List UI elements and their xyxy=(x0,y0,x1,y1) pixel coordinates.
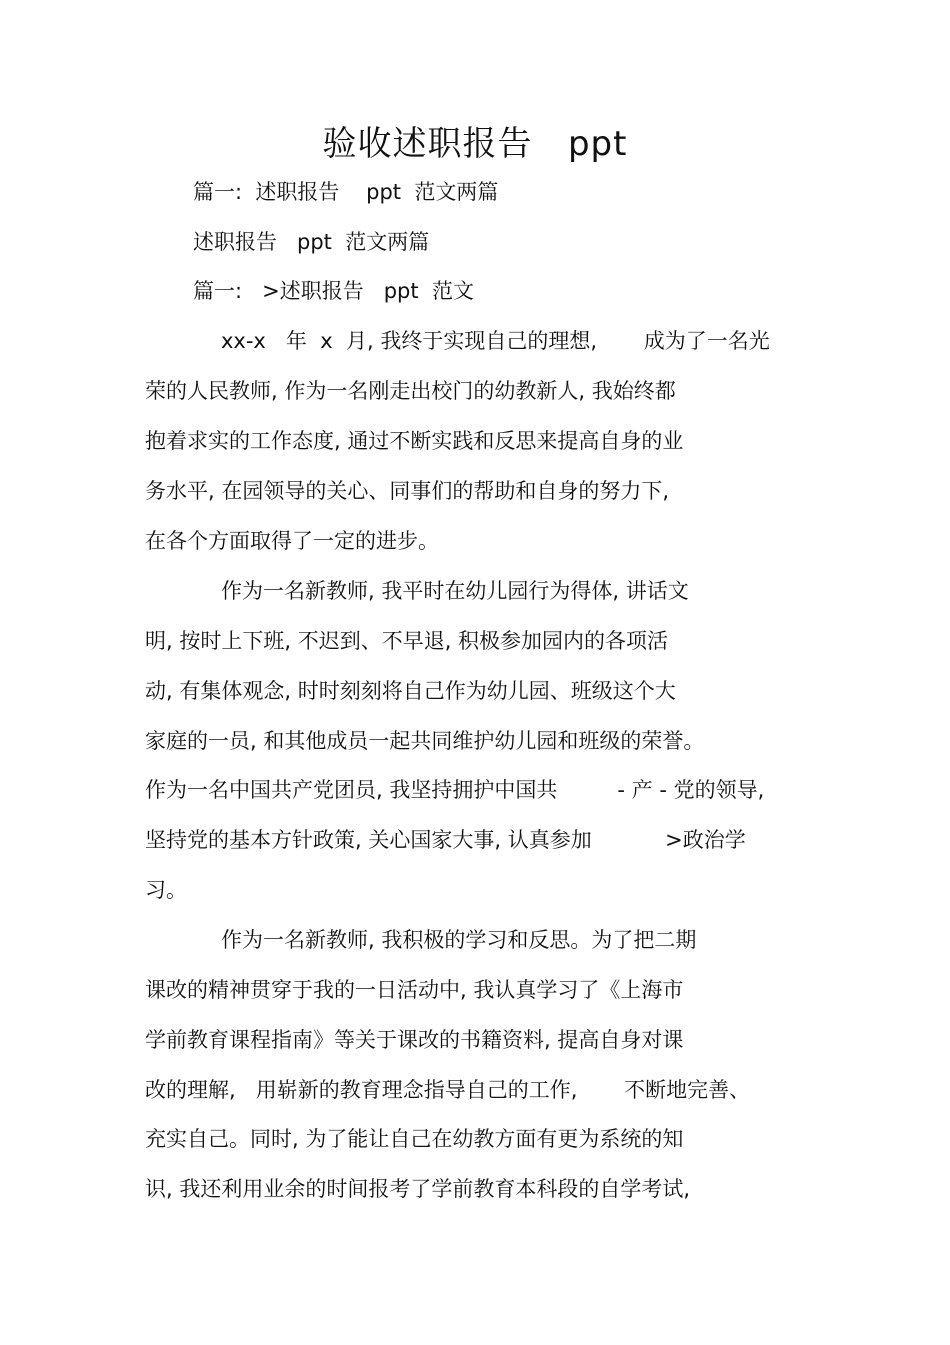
heading-line: 篇一: >述职报告 ppt 范文 xyxy=(193,279,474,303)
paragraph-line: 在各个方面取得了一定的进步。 xyxy=(145,529,439,553)
paragraph-line: 动, 有集体观念, 时时刻刻将自己作为幼儿园、班级这个大 xyxy=(145,679,676,703)
paragraph-line: 作为一名新教师, 我平时在幼儿园行为得体, 讲话文 xyxy=(221,579,689,603)
heading-line: 篇一: 述职报告 ppt 范文两篇 xyxy=(193,180,499,204)
paragraph-line: 学前教育课程指南》等关于课改的书籍资料, 提高自身对课 xyxy=(145,1028,684,1052)
paragraph-line: xx-x 年 x 月, 我终于实现自己的理想, 成为了一名光 xyxy=(221,329,770,353)
paragraph-line: 作为一名新教师, 我积极的学习和反思。为了把二期 xyxy=(221,928,697,952)
paragraph-line: 明, 按时上下班, 不迟到、不早退, 积极参加园内的各项活 xyxy=(145,629,669,653)
paragraph-line: 识, 我还利用业余的时间报考了学前教育本科段的自学考试, xyxy=(145,1177,691,1201)
paragraph-line: 习。 xyxy=(145,878,187,902)
paragraph-line: 课改的精神贯穿于我的一日活动中, 我认真学习了《上海市 xyxy=(145,978,684,1002)
paragraph-line: 家庭的一员, 和其他成员一起共同维护幼儿园和班级的荣誉。 xyxy=(145,729,705,753)
paragraph-line: 作为一名中国共产党团员, 我坚持拥护中国共 - 产 - 党的领导, xyxy=(145,778,765,802)
paragraph-line: 抱着求实的工作态度, 通过不断实践和反思来提高自身的业 xyxy=(145,429,684,453)
heading-line: 述职报告 ppt 范文两篇 xyxy=(193,230,430,254)
paragraph-line: 荣的人民教师, 作为一名刚走出校门的幼教新人, 我始终都 xyxy=(145,379,676,403)
paragraph-line: 改的理解, 用崭新的教育理念指导自己的工作, 不断地完善、 xyxy=(145,1078,751,1102)
document-title: 验收述职报告 ppt xyxy=(322,124,628,164)
paragraph-line: 务水平, 在园领导的关心、同事们的帮助和自身的努力下, xyxy=(145,479,670,503)
paragraph-line: 充实自己。同时, 为了能让自己在幼教方面有更为系统的知 xyxy=(145,1127,684,1151)
paragraph-line: 坚持党的基本方针政策, 关心国家大事, 认真参加 >政治学 xyxy=(145,828,746,852)
